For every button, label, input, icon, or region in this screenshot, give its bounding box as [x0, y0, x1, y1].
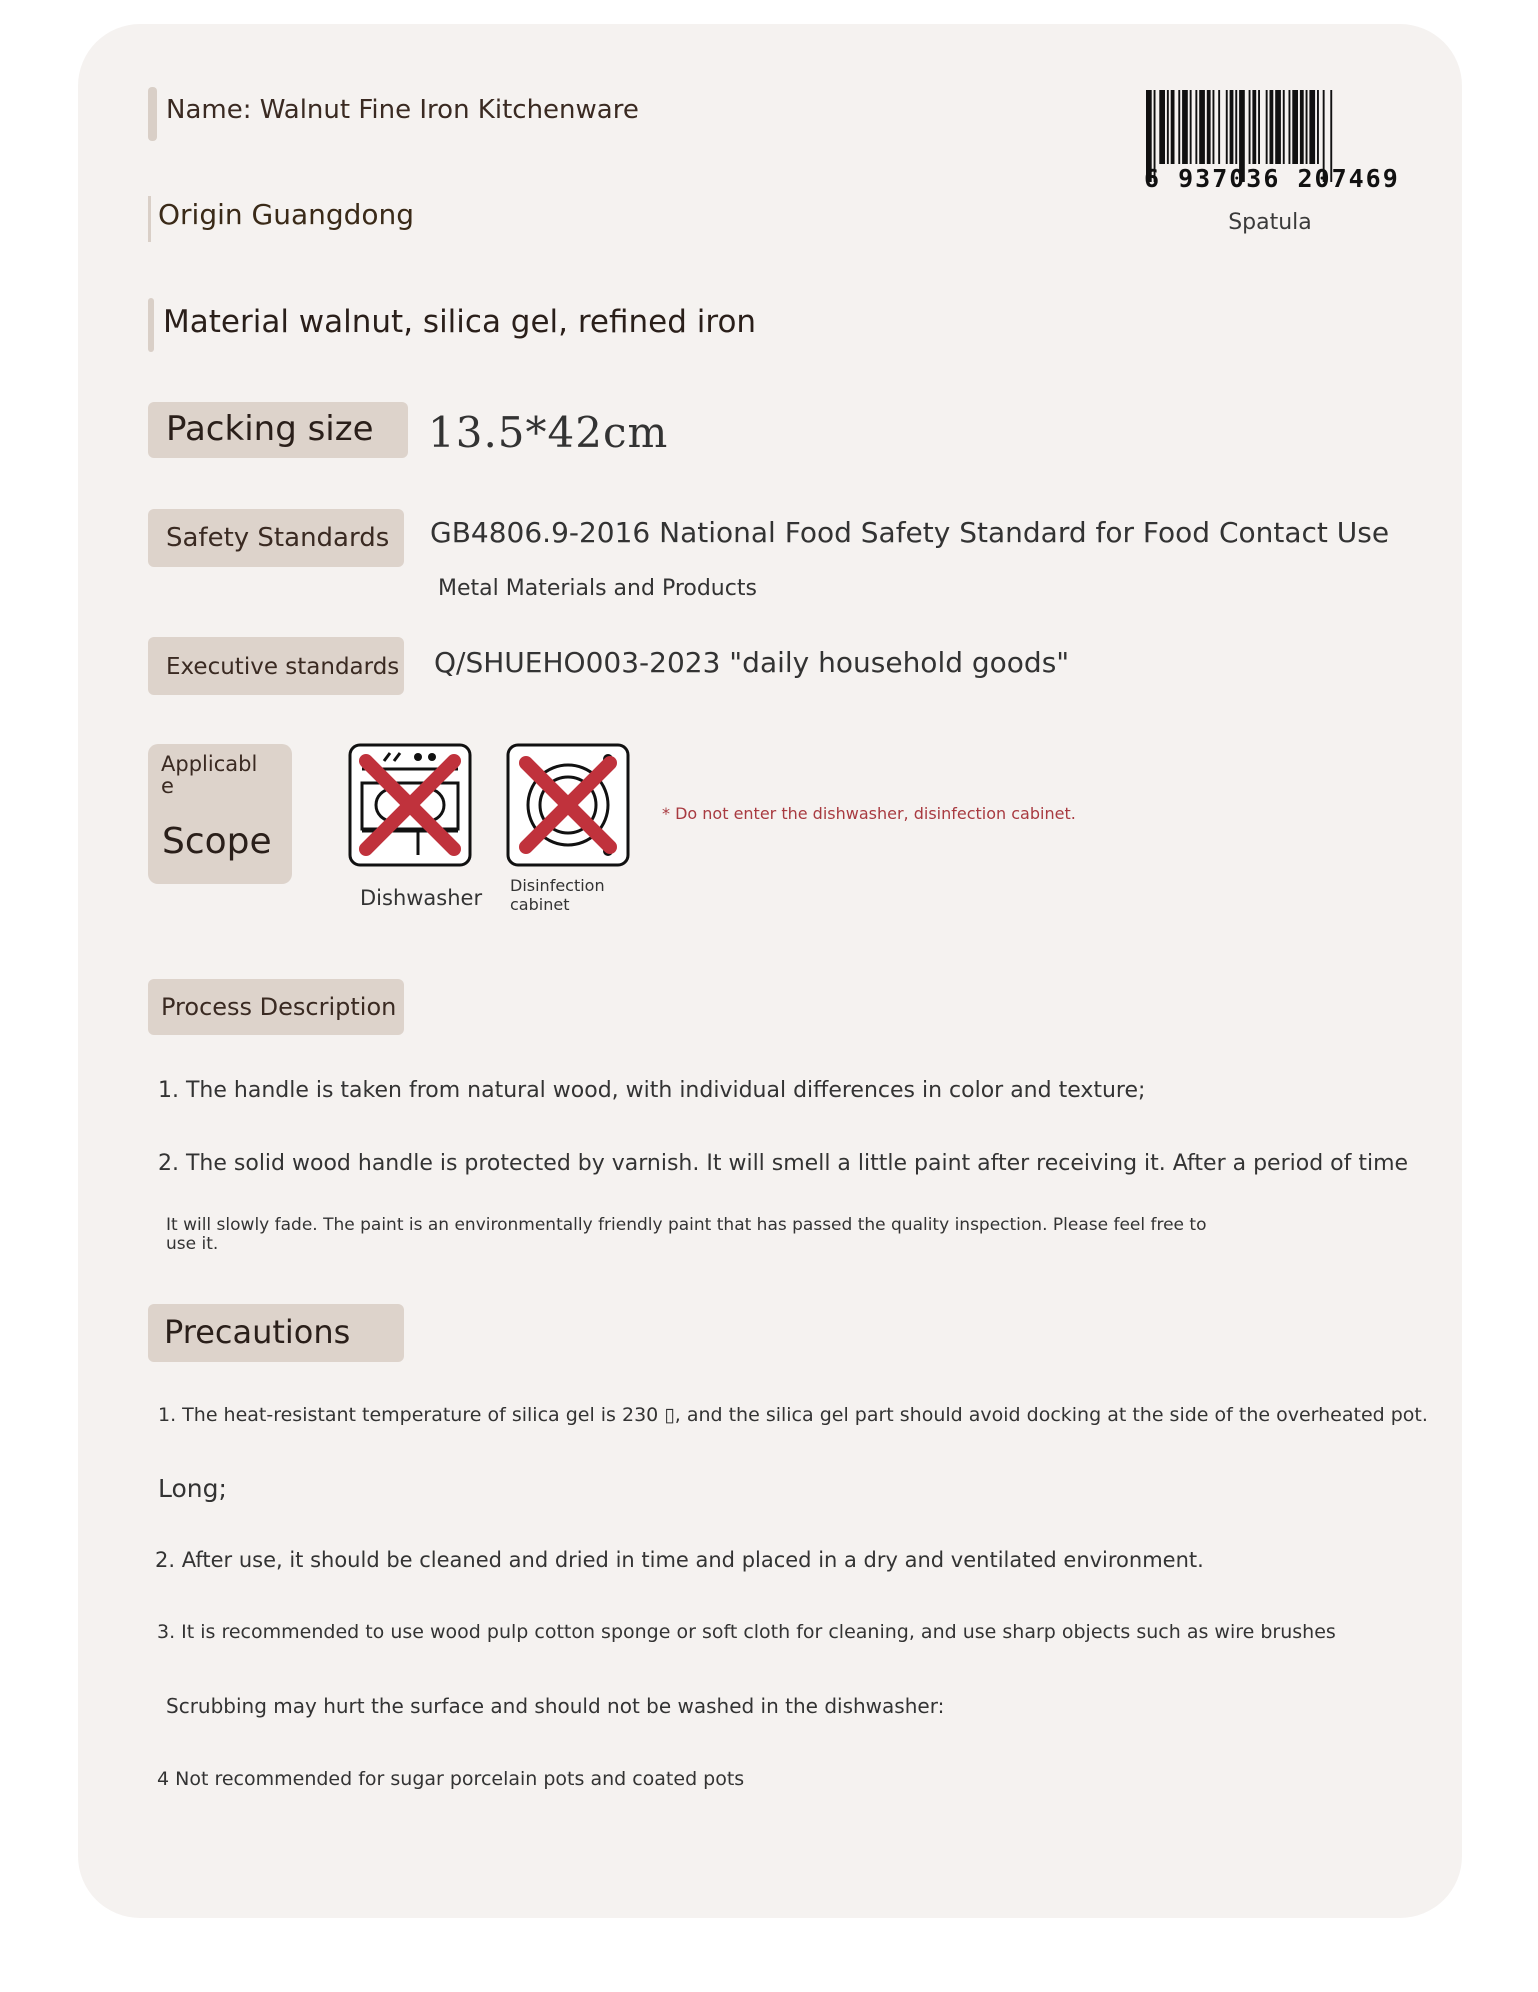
exec-value: Q/SHUEHO003-2023 "daily household goods": [434, 646, 1070, 679]
scope-label-small: Applicabl e: [161, 752, 258, 798]
no-dishwasher-icon: [348, 743, 472, 867]
origin-text: Origin Guangdong: [158, 198, 415, 231]
spec-card: [78, 24, 1462, 1918]
process-item-1: 1. The handle is taken from natural wood, with individual differences in color and texture;: [158, 1078, 1146, 1103]
precautions-title: Precautions: [164, 1313, 351, 1351]
process-item-2-continued: It will slowly fade. The paint is an environmentally friendly paint that has passed the quality inspection. Please feel free to use it.: [166, 1215, 1207, 1254]
exec-label: Executive standards: [166, 654, 400, 680]
scope-note: * Do not enter the dishwasher, disinfection cabinet.: [662, 804, 1076, 823]
no-disinfection-cabinet-icon: [506, 743, 630, 867]
safety-label: Safety Standards: [166, 523, 390, 553]
safety-value-line1: GB4806.9-2016 National Food Safety Standard for Food Contact Use: [430, 516, 1390, 549]
process-title: Process Description: [161, 993, 397, 1021]
material-accent-bar: [148, 298, 154, 352]
barcode: [1144, 90, 1400, 193]
barcode-product-name: Spatula: [1228, 210, 1312, 235]
disinfection-cabinet-label: Disinfection cabinet: [510, 876, 605, 914]
precaution-item-1-continued: Long;: [158, 1474, 227, 1503]
safety-value-line2: Metal Materials and Products: [438, 576, 757, 601]
packing-size-value: 13.5*42cm: [428, 408, 669, 457]
product-name: Name: Walnut Fine Iron Kitchenware: [166, 95, 639, 125]
scope-label-big: Scope: [162, 821, 272, 862]
dishwasher-label: Dishwasher: [360, 886, 483, 910]
precaution-item-2: 2. After use, it should be cleaned and dried in time and placed in a dry and ventilated environment.: [155, 1548, 1204, 1572]
packing-size-label: Packing size: [166, 409, 374, 449]
material-text: Material walnut, silica gel, refined iron: [163, 304, 757, 340]
barcode-digits: 6 937036 207469: [1144, 164, 1400, 193]
precaution-item-4: 4 Not recommended for sugar porcelain pots and coated pots: [157, 1768, 745, 1790]
origin-accent-bar: [148, 196, 151, 242]
process-item-2: 2. The solid wood handle is protected by varnish. It will smell a little paint after receiving it. After a period of time: [158, 1151, 1409, 1176]
precaution-item-3-continued: Scrubbing may hurt the surface and should not be washed in the dishwasher:: [166, 1694, 945, 1718]
precaution-item-3: 3. It is recommended to use wood pulp cotton sponge or soft cloth for cleaning, and use sharp objects such as wire brushes: [157, 1621, 1336, 1643]
name-accent-bar: [148, 87, 157, 141]
precaution-item-1: 1. The heat-resistant temperature of silica gel is 230 ▯, and the silica gel part should avoid docking at the side of the overheated pot.: [158, 1404, 1428, 1426]
